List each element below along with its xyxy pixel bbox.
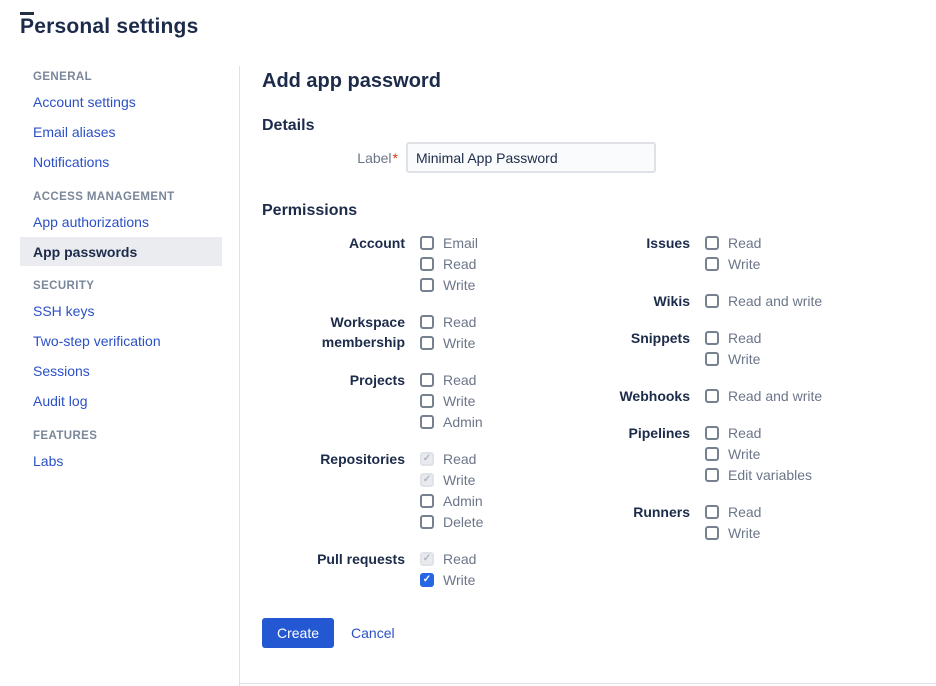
- sidebar-item-sessions[interactable]: Sessions: [33, 363, 90, 379]
- permission-option-snippets-write: [705, 348, 761, 369]
- checkbox-issues-read[interactable]: [705, 236, 719, 250]
- permission-option-repositories-read: [420, 448, 483, 469]
- checkbox-label[interactable]: Read and write: [728, 292, 823, 309]
- checkbox-label[interactable]: Write: [728, 524, 761, 541]
- checkbox-workspace-membership-read[interactable]: [420, 315, 434, 329]
- permission-group-label: Repositories: [320, 451, 405, 467]
- permission-group-account: [262, 232, 600, 295]
- checkbox-label[interactable]: Admin: [443, 413, 483, 430]
- permission-option-pipelines-edit-variables: [705, 464, 812, 485]
- permissions-column-left: [262, 232, 600, 606]
- checkbox-label[interactable]: Read: [728, 234, 762, 251]
- permissions-heading: Permissions: [262, 202, 358, 219]
- checkbox-label[interactable]: Write: [728, 350, 761, 367]
- checkbox-repositories-delete[interactable]: [420, 515, 434, 529]
- permission-group-label: Pull requests: [317, 551, 405, 567]
- sidebar-item-audit-log[interactable]: Audit log: [33, 393, 88, 409]
- checkbox-webhooks-read-and-write[interactable]: [705, 389, 719, 403]
- permission-option-account-read: [420, 253, 478, 274]
- top-left-mark: [20, 12, 34, 15]
- label-field-label: Label*: [357, 149, 398, 166]
- permission-option-pull-requests-write: [420, 569, 476, 590]
- permissions-grid: [262, 232, 936, 606]
- page-header: [0, 0, 936, 66]
- sidebar-item-app-authorizations[interactable]: App authorizations: [33, 214, 149, 230]
- checkbox-repositories-read: [420, 452, 434, 466]
- checkbox-label[interactable]: Read: [728, 503, 762, 520]
- checkbox-pipelines-read[interactable]: [705, 426, 719, 440]
- permission-group-label: Wikis: [653, 293, 690, 309]
- checkbox-runners-read[interactable]: [705, 505, 719, 519]
- checkbox-account-email[interactable]: [420, 236, 434, 250]
- permission-group-pipelines: [600, 422, 936, 485]
- checkbox-workspace-membership-write[interactable]: [420, 336, 434, 350]
- permission-option-runners-write: [705, 522, 761, 543]
- label-input[interactable]: [406, 142, 656, 173]
- checkbox-label: Write: [443, 471, 476, 488]
- checkbox-pipelines-write[interactable]: [705, 447, 719, 461]
- permission-option-runners-read: [705, 501, 761, 522]
- checkbox-label: Read: [443, 550, 477, 567]
- cancel-link[interactable]: Cancel: [351, 625, 395, 641]
- sidebar-section-access-management: [20, 191, 222, 266]
- permission-option-pull-requests-read: [420, 548, 476, 569]
- checkbox-runners-write[interactable]: [705, 526, 719, 540]
- permission-option-webhooks-read-and-write: [705, 385, 822, 406]
- checkbox-label[interactable]: Write: [443, 334, 476, 351]
- sidebar-item-labs[interactable]: Labs: [33, 453, 64, 469]
- checkbox-account-read[interactable]: [420, 257, 434, 271]
- sidebar-sections: [20, 71, 222, 476]
- checkbox-label[interactable]: Read: [443, 255, 477, 272]
- checkbox-label[interactable]: Admin: [443, 492, 483, 509]
- permission-options: [705, 327, 761, 369]
- permission-options: [705, 232, 761, 274]
- sidebar-section-heading: FEATURES: [33, 430, 98, 442]
- sidebar-item-two-step-verification[interactable]: Two-step verification: [33, 333, 161, 349]
- checkbox-pull-requests-write[interactable]: [420, 573, 434, 587]
- permission-group-label: Workspace membership: [321, 314, 405, 350]
- permission-option-workspace-membership-write: [420, 332, 476, 353]
- sidebar-section-general: [20, 71, 222, 177]
- sidebar-item-notifications[interactable]: Notifications: [33, 154, 110, 170]
- permission-options: [420, 448, 483, 532]
- permission-group-label: Runners: [633, 504, 690, 520]
- permission-options: [420, 369, 483, 432]
- permission-option-pipelines-read: [705, 422, 812, 443]
- checkbox-label[interactable]: Write: [443, 571, 476, 588]
- main-content: [240, 66, 936, 686]
- checkbox-snippets-read[interactable]: [705, 331, 719, 345]
- create-button[interactable]: Create: [262, 618, 334, 648]
- permission-option-workspace-membership-read: [420, 311, 476, 332]
- checkbox-wikis-read-and-write[interactable]: [705, 294, 719, 308]
- permission-option-repositories-admin: [420, 490, 483, 511]
- page-title: Personal settings: [20, 15, 199, 38]
- layout: [0, 66, 936, 686]
- permission-group-projects: [262, 369, 600, 432]
- permission-options: [705, 385, 822, 406]
- checkbox-label[interactable]: Read: [728, 329, 762, 346]
- checkbox-label[interactable]: Read: [728, 424, 762, 441]
- permission-option-projects-write: [420, 390, 483, 411]
- permission-group-label: Projects: [349, 372, 405, 388]
- permission-group-repositories: [262, 448, 600, 532]
- checkbox-label[interactable]: Write: [728, 445, 761, 462]
- checkbox-label: Read: [443, 450, 477, 467]
- permission-group-label: Issues: [646, 235, 690, 251]
- permission-group-workspace-membership: [262, 311, 600, 353]
- sidebar-section-heading: GENERAL: [33, 71, 93, 83]
- permission-group-label: Snippets: [630, 330, 690, 346]
- permission-options: [705, 290, 822, 311]
- permission-options: [705, 422, 812, 485]
- checkbox-account-write[interactable]: [420, 278, 434, 292]
- permission-options: [705, 501, 761, 543]
- permission-group-issues: [600, 232, 936, 274]
- permission-option-account-write: [420, 274, 478, 295]
- sidebar-item-account-settings[interactable]: Account settings: [33, 94, 136, 110]
- form-actions: [262, 618, 936, 648]
- permission-option-repositories-delete: [420, 511, 483, 532]
- permission-group-pull-requests: [262, 548, 600, 590]
- permission-option-repositories-write: [420, 469, 483, 490]
- checkbox-projects-write[interactable]: [420, 394, 434, 408]
- required-marker: *: [392, 149, 398, 166]
- checkbox-label[interactable]: Email: [443, 234, 479, 251]
- checkbox-label[interactable]: Delete: [443, 513, 484, 530]
- permissions-column-right: [600, 232, 936, 606]
- permission-option-pipelines-write: [705, 443, 812, 464]
- permission-option-projects-admin: [420, 411, 483, 432]
- permission-option-issues-read: [705, 232, 761, 253]
- permission-options: [420, 548, 476, 590]
- sidebar-item-ssh-keys[interactable]: SSH keys: [33, 303, 95, 319]
- details-heading: Details: [262, 117, 315, 134]
- form-title: Add app password: [262, 70, 441, 92]
- sidebar-section-security: [20, 280, 222, 416]
- checkbox-label[interactable]: Read and write: [728, 387, 823, 404]
- sidebar-section-features: [20, 430, 222, 476]
- sidebar-section-heading: SECURITY: [33, 280, 95, 292]
- checkbox-label[interactable]: Write: [443, 392, 476, 409]
- checkbox-repositories-admin[interactable]: [420, 494, 434, 508]
- label-field-row: [262, 142, 936, 173]
- permission-option-projects-read: [420, 369, 483, 390]
- settings-sidebar: [0, 66, 240, 686]
- permission-options: [420, 232, 478, 295]
- checkbox-label[interactable]: Read: [443, 313, 477, 330]
- permission-option-account-email: [420, 232, 478, 253]
- permission-options: [420, 311, 476, 353]
- checkbox-label[interactable]: Write: [443, 276, 476, 293]
- permission-group-wikis: [600, 290, 936, 311]
- checkbox-projects-admin[interactable]: [420, 415, 434, 429]
- permission-option-wikis-read-and-write: [705, 290, 822, 311]
- permission-option-issues-write: [705, 253, 761, 274]
- permission-option-snippets-read: [705, 327, 761, 348]
- permission-group-runners: [600, 501, 936, 543]
- permission-group-snippets: [600, 327, 936, 369]
- sidebar-item-email-aliases[interactable]: Email aliases: [33, 124, 116, 140]
- checkbox-pull-requests-read: [420, 552, 434, 566]
- checkbox-label[interactable]: Edit variables: [728, 466, 813, 483]
- permission-group-webhooks: [600, 385, 936, 406]
- checkbox-projects-read[interactable]: [420, 373, 434, 387]
- permission-group-label: Pipelines: [628, 425, 690, 441]
- checkbox-pipelines-edit-variables[interactable]: [705, 468, 719, 482]
- permission-group-label: Account: [349, 235, 405, 251]
- permission-group-label: Webhooks: [619, 388, 690, 404]
- bottom-divider: [240, 683, 936, 684]
- sidebar-section-heading: ACCESS MANAGEMENT: [33, 191, 175, 203]
- checkbox-label[interactable]: Write: [728, 255, 761, 272]
- sidebar-item-app-passwords[interactable]: App passwords: [20, 237, 222, 266]
- checkbox-label[interactable]: Read: [443, 371, 477, 388]
- checkbox-repositories-write: [420, 473, 434, 487]
- checkbox-snippets-write[interactable]: [705, 352, 719, 366]
- checkbox-issues-write[interactable]: [705, 257, 719, 271]
